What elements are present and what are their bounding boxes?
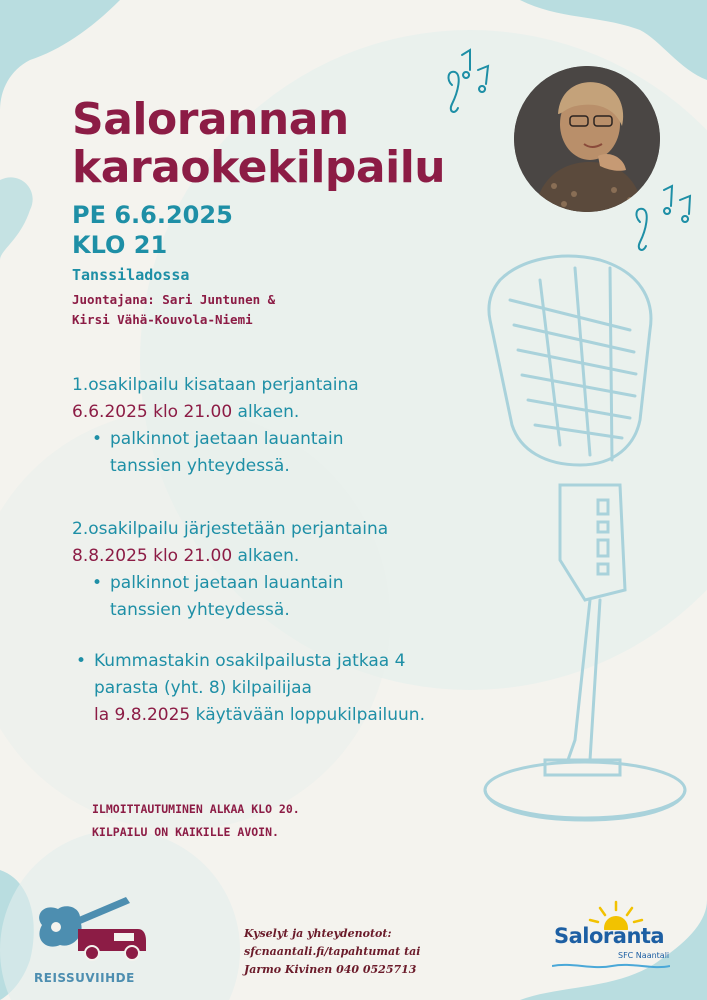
- reissuviihde-logo: [34, 895, 154, 985]
- round-2-date-line: [72, 543, 388, 570]
- contact-info: [244, 925, 420, 979]
- notice-line-1: ILMOITTAUTUMINEN ALKAA KLO 20.: [92, 802, 300, 816]
- final-date: la 9.8.2025: [94, 705, 191, 725]
- final-section: [76, 648, 707, 729]
- host-portrait-image: [514, 66, 660, 212]
- final-line-1: • Kummastakin osakilpailusta jatkaa 4: [94, 651, 406, 671]
- round-2-bullet: [92, 570, 388, 624]
- round-1-intro: 1.osakilpailu kisataan perjantaina: [72, 375, 359, 395]
- round-2-bullet-line-2: tanssien yhteydessä.: [110, 600, 290, 620]
- wave-icon: [552, 962, 670, 972]
- guitar-van-icon: [34, 895, 154, 965]
- round-2-intro: 2.osakilpailu järjestetään perjantaina: [72, 519, 389, 539]
- event-venue: Tanssiladossa: [72, 266, 190, 284]
- round-1-bullet-line-2: tanssien yhteydessä.: [110, 456, 290, 476]
- registration-notice: [92, 798, 300, 844]
- final-suffix: käytävään loppukilpailuun.: [190, 705, 425, 725]
- round-2-section: [72, 516, 388, 624]
- round-2-date: 8.8.2025 klo 21.00: [72, 546, 233, 566]
- round-2-suffix: alkaen.: [232, 546, 300, 566]
- event-time: KLO 21: [72, 231, 168, 259]
- final-line-3: [94, 702, 707, 729]
- event-date: PE 6.6.2025: [72, 201, 233, 229]
- final-line-2: parasta (yht. 8) kilpailijaa: [94, 678, 312, 698]
- title-line-2: karaokekilpailu: [72, 142, 446, 193]
- host-photo: [514, 66, 660, 212]
- event-datetime: [72, 200, 233, 260]
- reissuviihde-name: REISSUVIIHDE: [34, 971, 135, 985]
- round-1-date: 6.6.2025 klo 21.00: [72, 402, 233, 422]
- contact-link[interactable]: sfcnaantali.fi/tapahtumat tai: [244, 945, 421, 958]
- saloranta-sub: SFC Naantali: [618, 951, 670, 960]
- round-1-section: [72, 372, 359, 480]
- round-1-bullet-line-1: • palkinnot jaetaan lauantain: [110, 429, 344, 449]
- notice-line-2: KILPAILU ON KAIKILLE AVOIN.: [92, 825, 279, 839]
- host-line-1: Juontajana: Sari Juntunen &: [72, 292, 276, 307]
- round-1-date-line: [72, 399, 359, 426]
- contact-phone: Jarmo Kivinen 040 0525713: [244, 963, 417, 976]
- round-1-suffix: alkaen.: [232, 402, 300, 422]
- round-2-bullet-line-1: • palkinnot jaetaan lauantain: [110, 573, 344, 593]
- page-title: [72, 96, 445, 192]
- saloranta-logo: [552, 900, 682, 980]
- title-line-1: Salorannan: [72, 94, 349, 145]
- host-line-2: Kirsi Vähä-Kouvola-Niemi: [72, 312, 253, 327]
- saloranta-name: Saloranta: [554, 924, 665, 948]
- round-1-bullet: [92, 426, 359, 480]
- event-host: [72, 290, 275, 330]
- contact-line-1: Kyselyt ja yhteydenotot:: [244, 927, 392, 940]
